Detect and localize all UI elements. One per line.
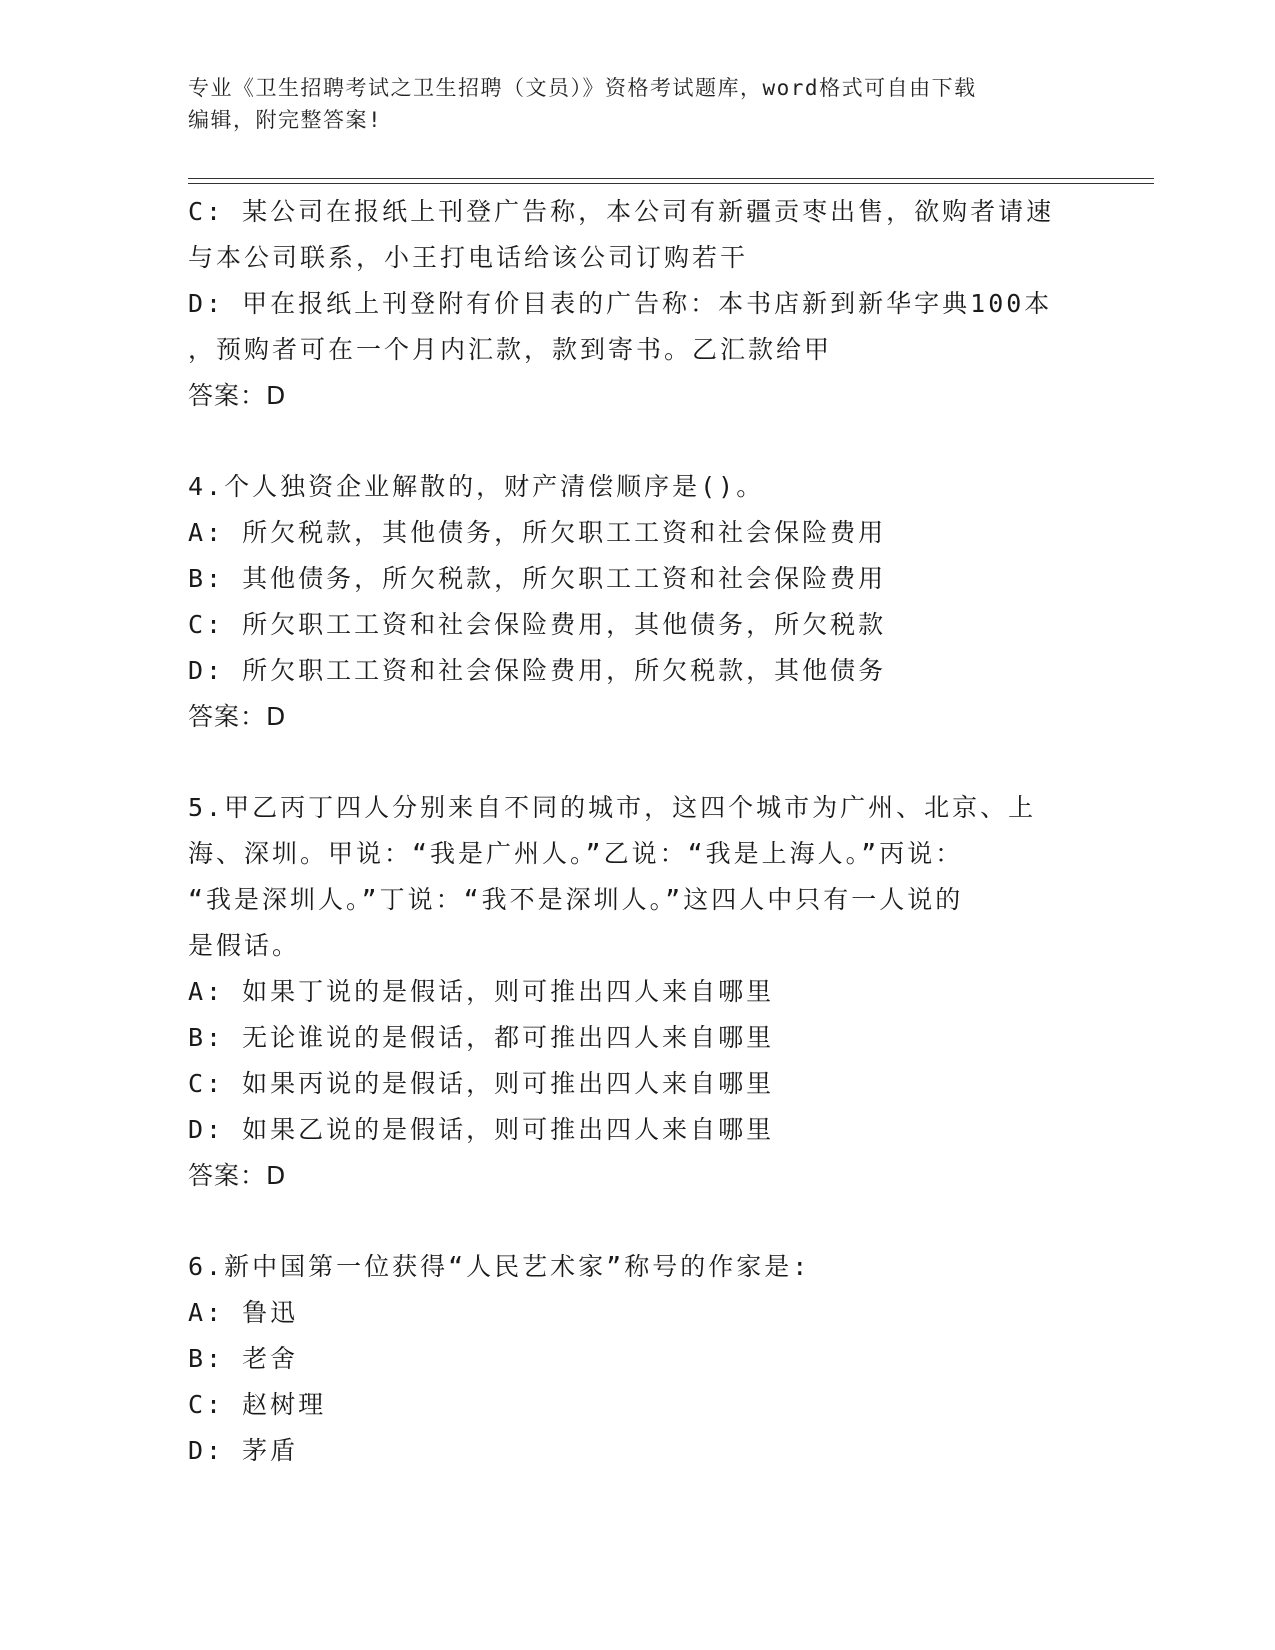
answer-label: 答案：D	[188, 381, 287, 410]
header-divider-top	[188, 178, 1154, 179]
option-c: C: 如果丙说的是假话，则可推出四人来自哪里	[188, 1069, 775, 1098]
header-divider-bottom	[188, 183, 1154, 184]
answer-label: 答案：D	[188, 1161, 287, 1190]
question-stem-line-3: “我是深圳人。”丁说：“我不是深圳人。”这四人中只有一人说的	[188, 885, 964, 914]
option-d: D: 如果乙说的是假话，则可推出四人来自哪里	[188, 1115, 775, 1144]
header-title-line-2: 编辑，附完整答案!	[188, 108, 383, 132]
option-d: D: 所欠职工工资和社会保险费用，所欠税款，其他债务	[188, 656, 887, 685]
answer-label: 答案：D	[188, 702, 287, 731]
option-a: A: 如果丁说的是假话，则可推出四人来自哪里	[188, 977, 775, 1006]
question-3-tail	[188, 189, 1088, 419]
option-d-line-2: ，预购者可在一个月内汇款，款到寄书。乙汇款给甲	[188, 335, 833, 364]
question-content	[188, 189, 1088, 1474]
option-a: A: 所欠税款，其他债务，所欠职工工资和社会保险费用	[188, 518, 887, 547]
option-b: B: 无论谁说的是假话，都可推出四人来自哪里	[188, 1023, 775, 1052]
question-stem-line-1: 5.甲乙丙丁四人分别来自不同的城市，这四个城市为广州、北京、上	[188, 793, 1037, 822]
question-stem: 4.个人独资企业解散的，财产清偿顺序是()。	[188, 472, 765, 501]
option-b: B: 其他债务，所欠税款，所欠职工工资和社会保险费用	[188, 564, 887, 593]
option-c: C: 赵树理	[188, 1390, 327, 1419]
option-a: A: 鲁迅	[188, 1298, 299, 1327]
question-stem-line-4: 是假话。	[188, 931, 301, 960]
question-4	[188, 464, 1088, 740]
option-d: D: 茅盾	[188, 1436, 299, 1465]
option-c-line-2: 与本公司联系，小王打电话给该公司订购若干	[188, 243, 749, 272]
question-stem: 6.新中国第一位获得“人民艺术家”称号的作家是:	[188, 1252, 811, 1281]
question-stem-line-2: 海、深圳。甲说：“我是广州人。”乙说：“我是上海人。”丙说：	[188, 839, 964, 868]
question-6	[188, 1244, 1088, 1474]
option-c: C: 所欠职工工资和社会保险费用，其他债务，所欠税款	[188, 610, 887, 639]
question-5	[188, 785, 1088, 1199]
option-d-line-1: D: 甲在报纸上刊登附有价目表的广告称：本书店新到新华字典100本	[188, 289, 1053, 318]
header-title-line-1: 专业《卫生招聘考试之卫生招聘（文员）》资格考试题库，word格式可自由下载	[188, 76, 977, 100]
option-b: B: 老舍	[188, 1344, 299, 1373]
document-header	[188, 72, 1088, 136]
option-c-line-1: C: 某公司在报纸上刊登广告称，本公司有新疆贡枣出售，欲购者请速	[188, 197, 1055, 226]
